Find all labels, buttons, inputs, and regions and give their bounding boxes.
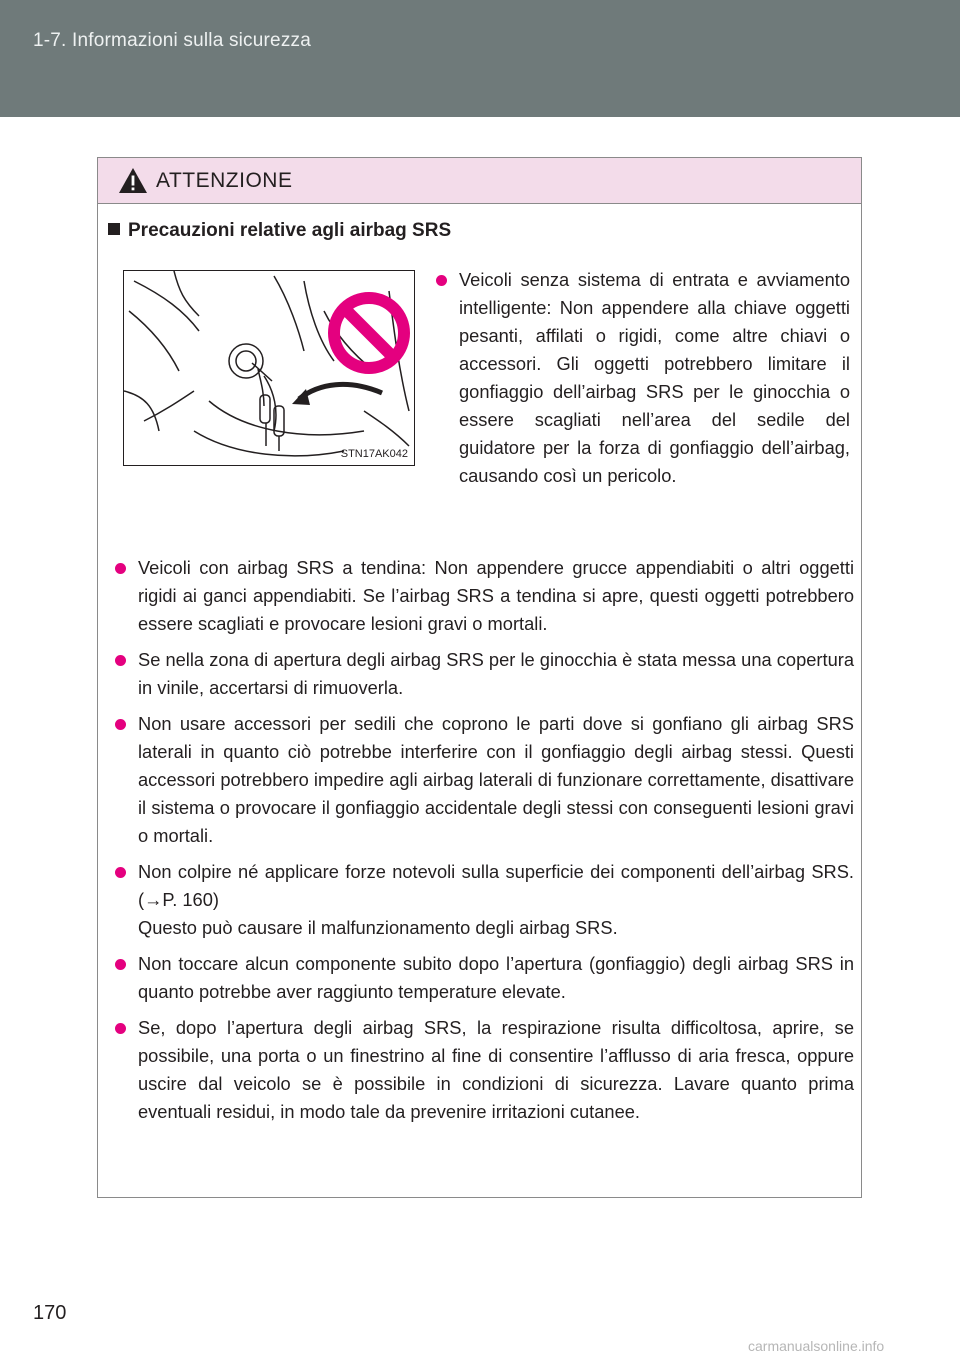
list-item-text: Se, dopo l’apertura degli airbag SRS, la respirazione risulta difficoltosa, aprire, se possibile, una porta o un finestrino al fine di consentire l’afflusso di aria fresca, oppure uscire dal veicolo se è possibile in condizioni di sicurezza. Lavare quanto prima eventuali residui, in modo tale da prevenire irritazioni cutanee. [138, 1017, 854, 1122]
list-item [436, 266, 850, 490]
key-illustration-drawing [124, 271, 414, 465]
list-item-text: Se nella zona di apertura degli airbag SRS per le ginocchia è stata messa una copertura in vinile, accertarsi di rimuoverla. [138, 649, 854, 698]
prohibition-icon [334, 298, 404, 368]
bullet-icon [436, 275, 447, 286]
caution-header [98, 158, 861, 204]
page-header [0, 0, 960, 117]
key-illustration [123, 270, 415, 466]
list-item-text: Non usare accessori per sedili che coprono le parti dove si gonfiano gli airbag SRS laterali in quanto ciò potrebbe interferire con il gonfiaggio degli airbag stessi. Questi accessori potrebbero impedire agli airbag laterali di funzionare correttamente, disattivare il sistema o provocare il gonfiaggio accidentale degli stessi con conseguenti lesioni gravi o mortali. [138, 713, 854, 846]
watermark: carmanualsonline.info [748, 1338, 885, 1354]
bullet-icon [115, 959, 126, 970]
list-item [115, 1014, 854, 1126]
list-item [115, 950, 854, 1006]
side-bullet [436, 266, 850, 490]
warning-triangle-icon [118, 167, 148, 194]
image-code: STN17AK042 [340, 448, 408, 460]
section-breadcrumb: 1-7. Informazioni sulla sicurezza [33, 30, 311, 51]
list-item-note: Questo può causare il malfunzionamento degli airbag SRS. [138, 917, 618, 938]
list-item [115, 554, 854, 638]
bullet-icon [115, 655, 126, 666]
caution-list [115, 554, 854, 1134]
bullet-icon [115, 563, 126, 574]
caution-box [97, 157, 862, 1198]
list-item-text: Veicoli senza sistema di entrata e avviamento intelligente: Non appendere alla chiave oggetti pesanti, affilati o rigidi, come altre chiavi o accessori. Gli oggetti potrebbero limitare il gonfiaggio dell’airbag SRS per le ginocchia o essere scagliati nell’area del sedile del guidatore per la forza di gonfiaggio dell’airbag, causando così un pericolo. [459, 269, 850, 486]
square-bullet-icon [108, 223, 120, 235]
list-item-text: Non colpire né applicare forze notevoli sulla superficie dei componenti dell’airbag SRS. (→P. 160) [138, 861, 854, 910]
bullet-icon [115, 719, 126, 730]
list-item-text: Non toccare alcun componente subito dopo l’apertura (gonfiaggio) degli airbag SRS in quanto potrebbe aver raggiunto temperature elevate. [138, 953, 854, 1002]
list-item [115, 646, 854, 702]
page-number: 170 [33, 1302, 67, 1324]
section-heading-text: Precauzioni relative agli airbag SRS [128, 220, 452, 241]
arrow-icon [299, 384, 382, 399]
list-item-text: Veicoli con airbag SRS a tendina: Non appendere grucce appendiabiti o altri oggetti rigidi ai ganci appendiabiti. Se l’airbag SRS a tendina si apre, questi oggetti potrebbero essere scagliati e provocare lesioni gravi o mortali. [138, 557, 854, 634]
caution-label: ATTENZIONE [156, 169, 293, 192]
bullet-icon [115, 867, 126, 878]
list-item [115, 710, 854, 850]
list-item [115, 858, 854, 942]
bullet-icon [115, 1023, 126, 1034]
section-heading [108, 220, 451, 242]
